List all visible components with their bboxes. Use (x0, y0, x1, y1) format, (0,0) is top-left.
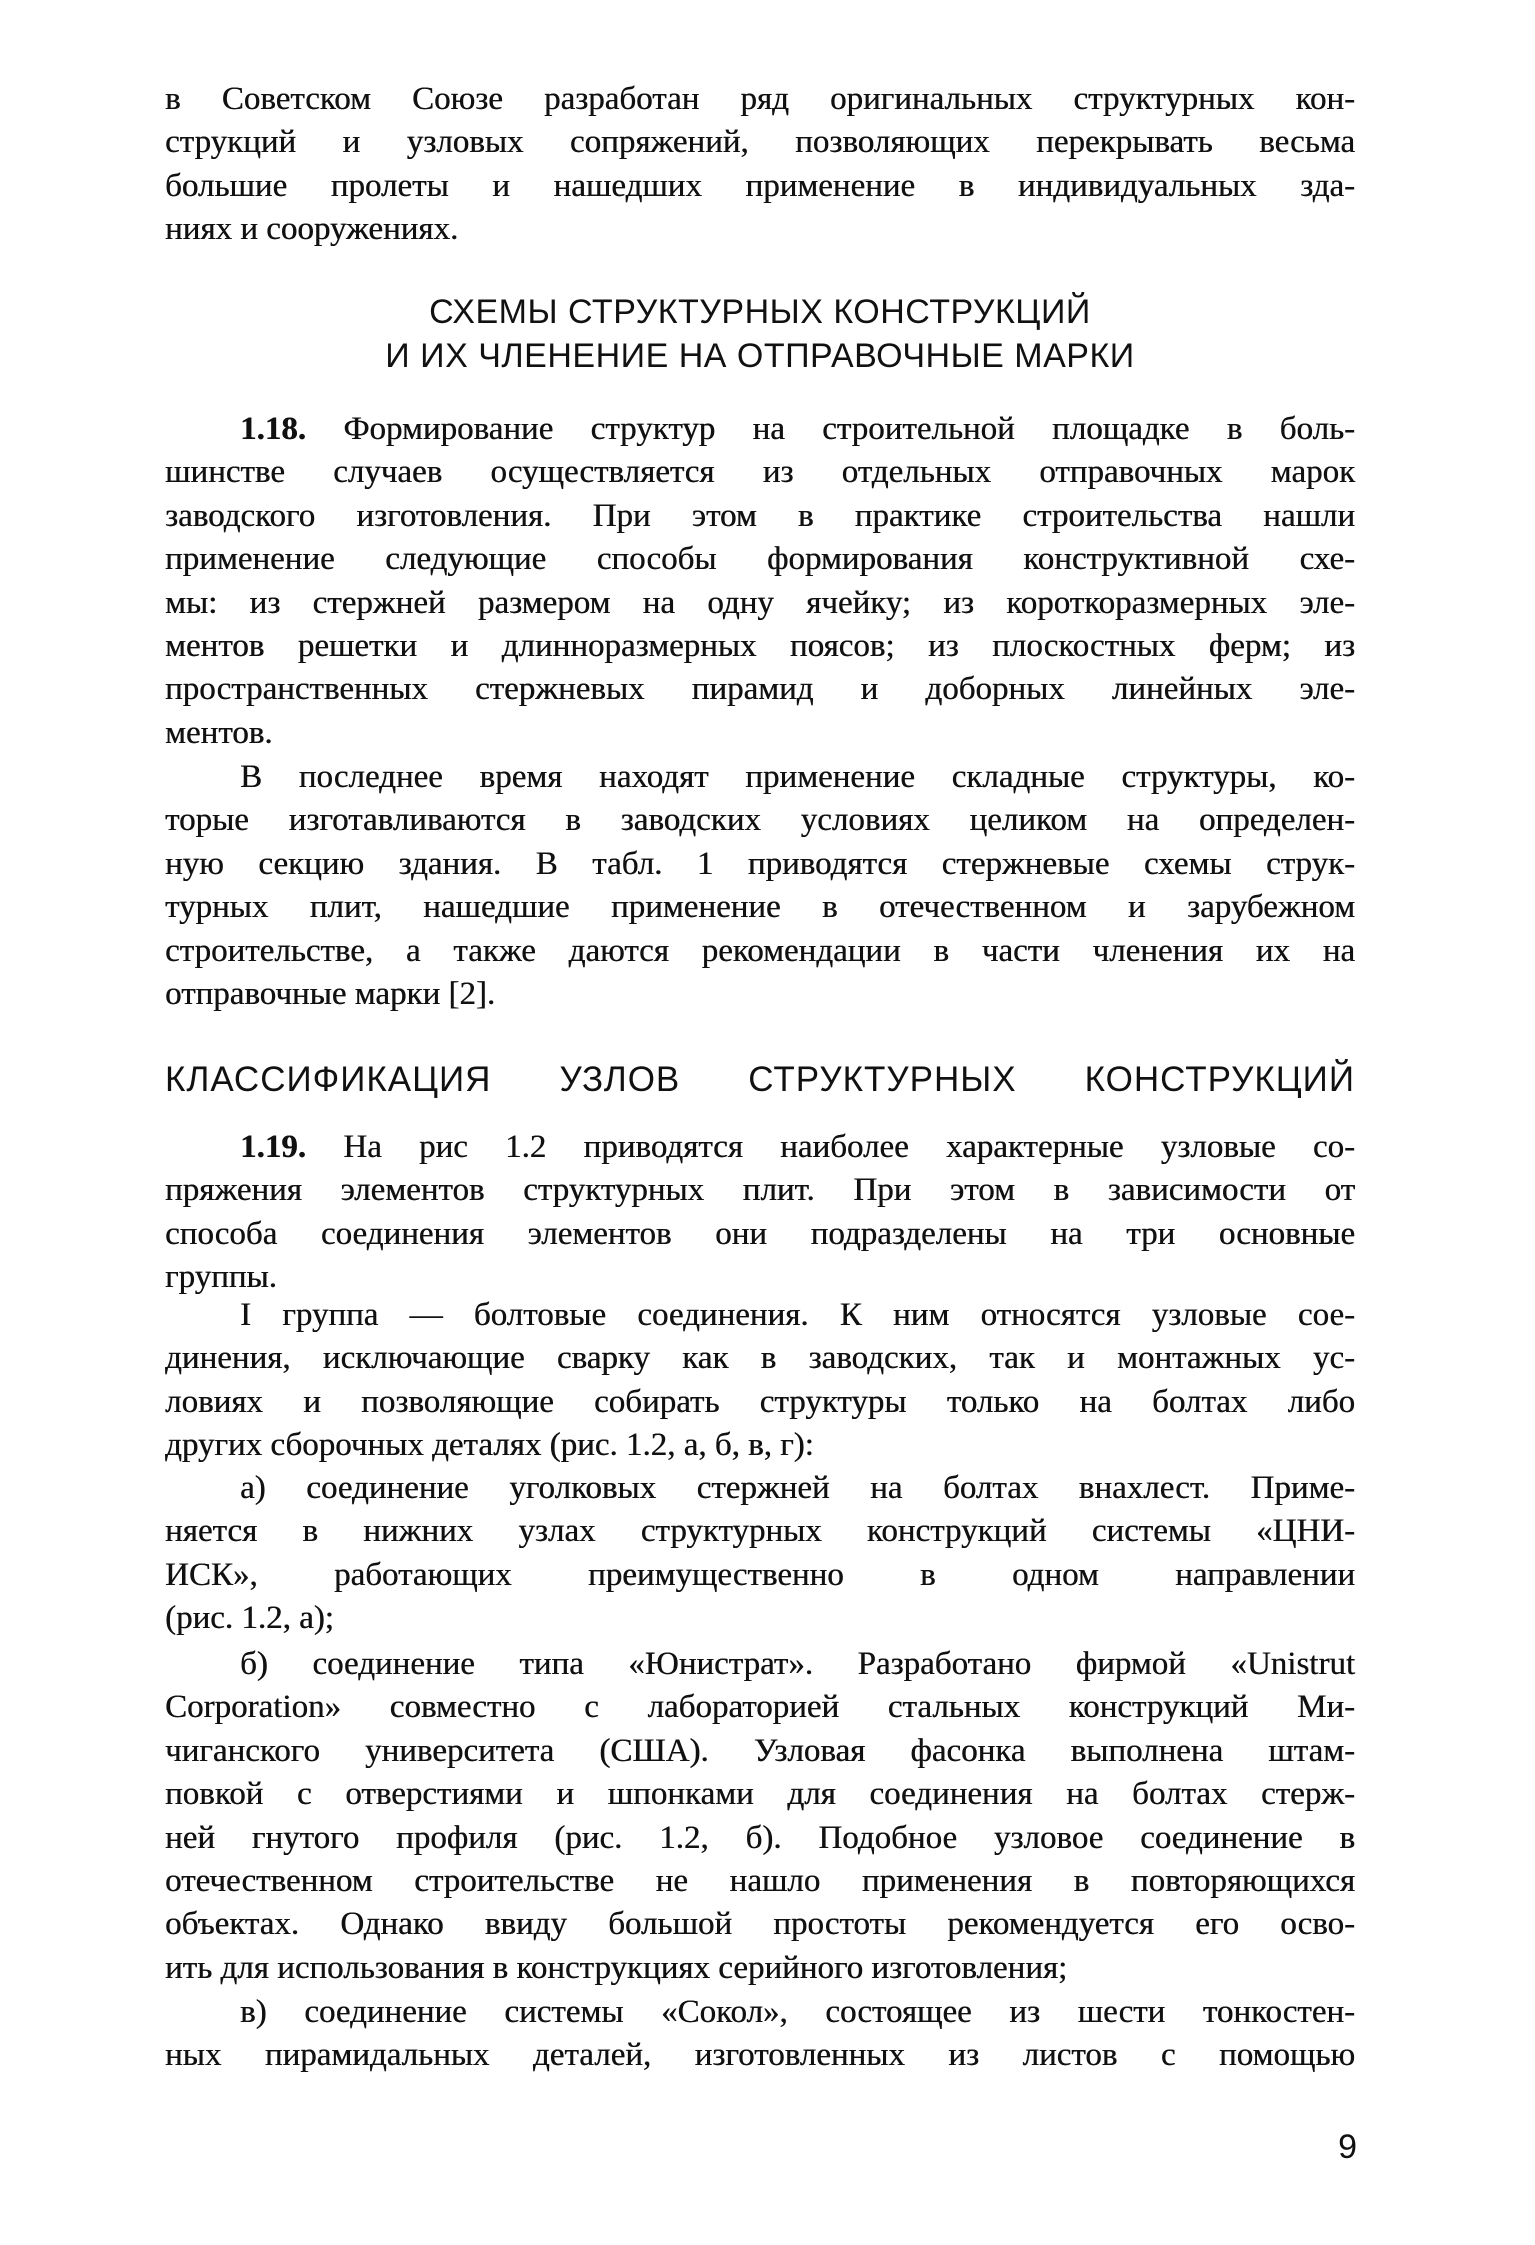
paragraph (165, 1643, 1355, 1990)
text-line: ную секцию здания. В табл. 1 приводятся стержневые схемы струк- (165, 845, 1355, 882)
text-line: мы: из стержней размером на одну ячейку; из короткоразмерных эле- (165, 584, 1355, 621)
text-line: ней гнутого профиля (рис. 1.2, б). Подобное узловое соединение в (165, 1819, 1355, 1856)
heading-line: И ИХ ЧЛЕНЕНИЕ НА ОТПРАВОЧНЫЕ МАРКИ (385, 337, 1135, 375)
text-line: других сборочных деталях (рис. 1.2, а, б, в, г): (165, 1427, 814, 1464)
text-line: няется в нижних узлах структурных конструкций системы «ЦНИ- (165, 1513, 1355, 1550)
text-line (165, 1126, 1355, 1169)
heading-line: КЛАССИФИКАЦИЯ УЗЛОВ СТРУКТУРНЫХ КОНСТРУКЦИЙ (165, 1060, 1355, 1099)
text-line: струкций и узловых сопряжений, позволяющих перекрывать весьма (165, 124, 1355, 161)
text-line: ить для использования в конструкциях серийного изготовления; (165, 1949, 1068, 1986)
paragraph (165, 408, 1355, 755)
text-line: отечественном строительстве не нашло применения в повторяющихся (165, 1862, 1355, 1899)
text-line: торые изготавливаются в заводских условиях целиком на определен- (165, 802, 1355, 839)
text-line: ловиях и позволяющие собирать структуры только на болтах либо (165, 1383, 1355, 1420)
page-number: 9 (1338, 2128, 1357, 2166)
text-line: чиганского университета (США). Узловая фасонка выполнена штам- (165, 1732, 1355, 1769)
text-line: группы. (165, 1259, 277, 1296)
paragraph (165, 1467, 1355, 1641)
text-line (165, 408, 1355, 451)
text-line: I группа — болтовые соединения. К ним относятся узловые сое- (240, 1297, 1355, 1333)
text-line: объектах. Однако ввиду большой простоты рекомендуется его осво- (165, 1906, 1355, 1943)
text-line: шинстве случаев осуществляется из отдельных отправочных марок (165, 454, 1355, 491)
text-line: в Советском Союзе разработан ряд оригинальных структурных кон- (165, 81, 1355, 117)
section-heading (165, 290, 1355, 378)
section-number: 1.18. (240, 411, 306, 447)
text-line: пряжения элементов структурных плит. При этом в зависимости от (165, 1172, 1355, 1209)
text-line: В последнее время находят применение складные структуры, ко- (240, 759, 1355, 795)
text-line: пространственных стержневых пирамид и доборных линейных эле- (165, 671, 1355, 708)
text-line: (рис. 1.2, а); (165, 1600, 334, 1637)
text-line: отправочные марки [2]. (165, 975, 496, 1012)
text-line: ментов. (165, 714, 273, 751)
text-line: большие пролеты и нашедших применение в индивидуальных зда- (165, 167, 1355, 204)
text-line: б) соединение типа «Юнистрат». Разработано фирмой «Unistrut (240, 1646, 1355, 1682)
text-line: динения, исключающие сварку как в заводских, так и монтажных ус- (165, 1340, 1355, 1377)
text-line: повкой с отверстиями и шпонками для соединения на болтах стерж- (165, 1776, 1355, 1813)
text-line: а) соединение уголковых стержней на болтах внахлест. Приме- (240, 1470, 1355, 1506)
text-line: Corporation» совместно с лабораторией стальных конструкций Ми- (165, 1689, 1355, 1726)
text-line: применение следующие способы формирования конструктивной схе- (165, 541, 1355, 578)
text-line: ментов решетки и длинноразмерных поясов; из плоскостных ферм; из (165, 627, 1355, 664)
text-line: строительстве, а также даются рекомендации в части членения их на (165, 932, 1355, 969)
section-heading (165, 1058, 1355, 1102)
heading-line: СХЕМЫ СТРУКТУРНЫХ КОНСТРУКЦИЙ (429, 293, 1091, 331)
paragraph (165, 756, 1355, 1016)
text-line: заводского изготовления. При этом в практике строительства нашли (165, 497, 1355, 534)
text-line-rest: На рис 1.2 приводятся наиболее характерные узловые со- (306, 1129, 1355, 1165)
paragraph (165, 1991, 1355, 2078)
text-line: способа соединения элементов они подразделены на три основные (165, 1215, 1355, 1252)
paragraph (165, 1126, 1355, 1300)
text-line: в) соединение системы «Сокол», состоящее из шести тонкостен- (240, 1994, 1355, 2030)
paragraph (165, 1294, 1355, 1468)
paragraph (165, 78, 1355, 252)
text-line: ниях и сооружениях. (165, 211, 459, 248)
text-line: ИСК», работающих преимущественно в одном направлении (165, 1556, 1355, 1593)
section-number: 1.19. (240, 1129, 306, 1165)
text-line-rest: Формирование структур на строительной площадке в боль- (306, 411, 1355, 447)
text-line: турных плит, нашедшие применение в отечественном и зарубежном (165, 889, 1355, 926)
text-line: ных пирамидальных деталей, изготовленных из листов с помощью (165, 2037, 1355, 2074)
